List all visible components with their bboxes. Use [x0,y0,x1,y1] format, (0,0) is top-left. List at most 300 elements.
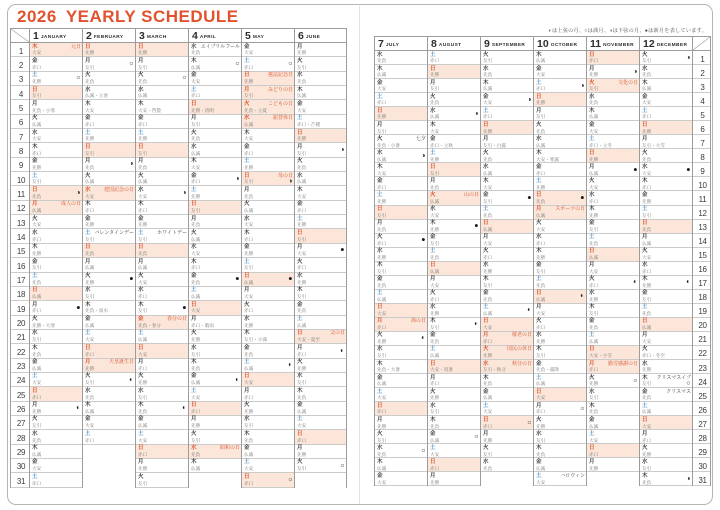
day-cell-1-23 [30,359,82,373]
month-number: 2 [86,29,92,42]
rokuyo-label: 赤口 [377,100,387,106]
rokuyo-label: 先負 [430,254,440,260]
weekday-label: 火 [483,149,489,156]
day-cell-8-9 [428,163,480,177]
rokuyo-label: 大安 [138,437,148,443]
event-label: ハロウィン [560,472,585,479]
rail-day-13 [11,215,29,229]
day-cell-11-23 [587,360,639,374]
day-cell-6-2 [295,57,346,71]
rokuyo-label: 赤口 [297,437,307,443]
day-cell-4-1 [189,43,241,57]
day-cell-1-31 [30,473,82,487]
rokuyo-label: 大安・寒露 [536,156,559,162]
last-quarter-icon: ◑ [686,54,691,62]
day-cell-2-11 [83,186,135,200]
weekday-label: 木 [85,100,91,107]
rokuyo-label: 赤口 [244,236,254,242]
rokuyo-label: 先勝 [138,466,148,472]
weekday-label: 日 [377,402,383,409]
rokuyo-label: 先勝 [297,222,307,228]
weekday-label: 火 [536,121,542,128]
rail-day-31 [11,473,29,487]
day-cell-7-7 [375,135,427,149]
rokuyo-label: 赤口 [483,254,493,260]
weekday-label: 月 [377,121,383,128]
day-cell-10-19 [534,304,586,318]
rokuyo-label: 赤口 [483,114,493,120]
rokuyo-label: 大安 [191,308,201,314]
weekday-label: 土 [32,473,38,480]
weekday-label: 木 [377,360,383,367]
day-cell-6-4 [295,86,346,100]
rail-day-number: 8 [700,152,705,162]
rokuyo-label: 大安 [536,311,546,317]
month-header [189,28,241,43]
day-cell-10-20 [534,318,586,332]
rokuyo-label: 先勝 [642,128,652,134]
day-cell-11-19 [587,304,639,318]
day-cell-12-18 [640,290,692,304]
rokuyo-label: 大安 [85,107,95,113]
rokuyo-label: 大安・夏至 [297,337,320,343]
rokuyo-label: 先勝 [430,395,440,401]
day-cell-2-24 [83,373,135,387]
weekday-label: 土 [430,346,436,353]
month-name: NOVEMBER [603,42,635,48]
day-cell-3-30 [136,459,188,473]
rokuyo-label: 先勝 [32,408,42,414]
rokuyo-label: 先勝 [244,251,254,257]
day-cell-10-15 [534,248,586,262]
day-cell-7-1 [375,51,427,65]
rail-day-26 [693,402,710,416]
weekday-label: 火 [138,172,144,179]
day-cell-8-29 [428,444,480,458]
weekday-label: 月 [589,163,595,170]
rokuyo-label: 赤口 [138,365,148,371]
weekday-label: 金 [589,318,595,325]
weekday-label: 月 [642,430,648,437]
rokuyo-label: 友引 [297,236,307,242]
day-cell-1-11 [30,186,82,200]
weekday-label: 金 [297,301,303,308]
rokuyo-label: 赤口 [244,64,254,70]
weekday-label: 土 [191,287,197,294]
day-cell-11-28 [587,430,639,444]
weekday-label: 月 [642,234,648,241]
rokuyo-label: 先負 [191,451,201,457]
rokuyo-label: 先勝 [589,381,599,387]
rokuyo-label: 先勝 [483,437,493,443]
day-cell-6-22 [295,344,346,358]
weekday-label: 木 [85,402,91,409]
rail-day-25 [11,387,29,401]
rokuyo-label: 友引 [297,380,307,386]
rail-day-16 [11,258,29,272]
day-cell-4-23 [189,359,241,373]
month-number: 9 [484,37,490,50]
weekday-label: 金 [483,388,489,395]
rokuyo-label: 大安 [589,437,599,443]
weekday-label: 水 [430,206,436,213]
rail-day-1 [11,43,29,57]
day-cell-9-16 [481,262,533,276]
rokuyo-label: 大安 [32,380,42,386]
rokuyo-label: 先勝 [430,156,440,162]
rokuyo-label: 仏滅 [32,122,42,128]
rokuyo-label: 仏滅 [377,72,387,78]
day-cell-5-15 [242,244,294,258]
weekday-label: 金 [536,458,542,465]
rail-day-15 [693,248,710,262]
rokuyo-label: 友引 [32,93,42,99]
rokuyo-label: 赤口 [244,394,254,400]
month-column-february [82,28,135,488]
rokuyo-label: 仏滅 [138,423,148,429]
weekday-label: 日 [138,344,144,351]
day-cell-2-7 [83,129,135,143]
rokuyo-label: 先負 [32,351,42,357]
day-cell-2-15 [83,244,135,258]
full-moon-icon: ○ [288,476,293,484]
rokuyo-label: 大安 [191,251,201,257]
day-cell-11-25 [587,388,639,402]
rokuyo-label: 先勝 [536,339,546,345]
weekday-label: 日 [297,330,303,337]
blank-corner-cell-left [11,28,29,43]
rokuyo-label: 友引 [483,283,493,289]
weekday-label: 金 [430,234,436,241]
weekday-label: 金 [589,220,595,227]
rokuyo-label: 先負 [483,212,493,218]
weekday-label: 金 [377,472,383,479]
rokuyo-label: 赤口 [32,150,42,156]
rokuyo-label: 大安 [589,184,599,190]
month-name: MARCH [146,34,167,40]
new-moon-icon: ● [474,222,479,230]
rokuyo-label: 赤口 [483,423,493,429]
rokuyo-label: 先負・雨水 [85,308,108,314]
rail-day-21 [11,330,29,344]
event-label: 七夕 [415,135,426,142]
weekday-label: 日 [642,416,648,423]
weekday-label: 金 [483,93,489,100]
weekday-label: 月 [642,332,648,339]
weekday-label: 火 [483,248,489,255]
rokuyo-label: 先負 [536,128,546,134]
day-cell-6-30 [295,459,346,473]
rail-day-1 [693,51,710,65]
month-number: 11 [590,37,602,50]
rail-day-20 [11,316,29,330]
day-cell-5-21 [242,330,294,344]
weekday-label: 月 [85,158,91,165]
day-cell-9-20 [481,318,533,332]
weekday-label: 月 [191,215,197,222]
weekday-label: 月 [191,416,197,423]
day-cell-7-23 [375,360,427,374]
day-cell-5-2 [242,57,294,71]
day-cell-6-9 [295,158,346,172]
month-header [640,36,692,51]
day-cell-12-16 [640,262,692,276]
weekday-label: 金 [191,72,197,79]
day-cell-10-13 [534,220,586,234]
weekday-label: 日 [430,458,436,465]
weekday-label: 日 [589,248,595,255]
rokuyo-label: 先負 [642,226,652,232]
weekday-label: 水 [430,402,436,409]
day-cell-12-17 [640,276,692,290]
rokuyo-label: 赤口 [32,480,42,486]
weekday-label: 金 [32,359,38,366]
day-cell-2-9 [83,158,135,172]
rokuyo-label: 先負 [483,156,493,162]
rail-day-number: 30 [16,462,26,472]
weekday-label: 木 [377,65,383,72]
rokuyo-label: 赤口 [377,240,387,246]
rokuyo-label: 友引 [85,294,95,300]
day-cell-11-6 [587,121,639,135]
weekday-label: 土 [138,229,144,236]
rokuyo-label: 友引 [32,337,42,343]
weekday-label: 水 [191,344,197,351]
day-cell-1-25 [30,387,82,401]
rokuyo-label: 先勝 [430,226,440,232]
weekday-label: 金 [244,143,250,150]
rail-day-10 [693,177,710,191]
rail-day-11 [693,191,710,205]
weekday-label: 月 [430,177,436,184]
rokuyo-label: 赤口 [430,381,440,387]
day-cell-5-12 [242,201,294,215]
weekday-label: 日 [85,344,91,351]
weekday-label: 金 [297,100,303,107]
weekday-label: 土 [536,374,542,381]
weekday-label: 木 [297,287,303,294]
weekday-label: 金 [85,316,91,323]
rokuyo-label: 仏滅 [138,337,148,343]
weekday-label: 木 [297,387,303,394]
day-cell-10-16 [534,262,586,276]
weekday-label: 土 [244,459,250,466]
day-cell-9-11 [481,191,533,205]
rail-day-number: 19 [16,304,26,314]
new-moon-icon: ● [288,275,293,283]
rail-day-number: 15 [698,251,707,261]
rokuyo-label: 仏滅 [85,179,95,185]
day-cell-11-3 [587,79,639,93]
weekday-label: 水 [377,248,383,255]
day-cell-5-18 [242,287,294,301]
rokuyo-label: 大安 [642,339,652,345]
weekday-label: 水 [377,51,383,58]
weekday-label: 土 [85,430,91,437]
new-moon-icon: ● [580,194,585,202]
rokuyo-label: 友引 [377,353,387,359]
rokuyo-label: 先負 [138,78,148,84]
day-cell-7-8 [375,149,427,163]
weekday-label: 火 [589,79,595,86]
month-header [30,28,82,43]
rokuyo-label: 赤口 [483,339,493,345]
weekday-label: 月 [244,186,250,193]
day-cell-2-21 [83,330,135,344]
day-cell-10-24 [534,374,586,388]
day-cell-4-13 [189,215,241,229]
holiday-label: 海の日 [410,318,426,325]
day-cell-3-7 [136,129,188,143]
day-cell-12-26 [640,402,692,416]
rokuyo-label: 仏滅 [191,150,201,156]
rokuyo-label: 先負・小寒 [32,107,55,113]
day-cell-4-14 [189,229,241,243]
rokuyo-label: 仏滅 [191,236,201,242]
rokuyo-label: 大安 [483,184,493,190]
weekday-label: 火 [138,72,144,79]
empty-day-cell [83,473,135,487]
day-cell-8-20 [428,318,480,332]
rokuyo-label: 赤口・穀雨 [191,322,214,328]
day-cell-10-2 [534,65,586,79]
day-cell-12-29 [640,444,692,458]
rail-day-number: 25 [16,390,26,400]
day-cell-5-11 [242,186,294,200]
rail-day-number: 24 [16,376,26,386]
day-cell-2-2 [83,57,135,71]
day-cell-1-15 [30,244,82,258]
weekday-label: 日 [589,149,595,156]
day-cell-9-7 [481,135,533,149]
day-cell-2-16 [83,258,135,272]
rokuyo-label: 仏滅 [536,297,546,303]
day-cell-7-10 [375,177,427,191]
rokuyo-label: 仏滅 [483,86,493,92]
month-number: 8 [431,37,437,50]
rokuyo-label: 赤口 [297,208,307,214]
day-cell-5-9 [242,158,294,172]
weekday-label: 月 [483,135,489,142]
weekday-label: 日 [483,318,489,325]
weekday-label: 水 [191,445,197,452]
rokuyo-label: 大安 [589,269,599,274]
weekday-label: 火 [536,416,542,423]
rokuyo-label: 友引 [483,451,493,457]
rokuyo-label: 先負 [536,451,546,457]
full-moon-icon: ○ [633,377,638,385]
rokuyo-label: 先負・大暑 [377,367,400,373]
full-moon-icon: ○ [129,60,134,68]
weekday-label: 水 [430,304,436,311]
rokuyo-label: 友引 [377,212,387,218]
full-moon-icon: ○ [527,419,532,427]
day-cell-7-29 [375,444,427,458]
new-moon-icon: ● [76,304,81,312]
rokuyo-label: 友引 [138,394,148,400]
day-cell-1-3 [30,72,82,86]
day-cell-11-14 [587,234,639,248]
month-name: AUGUST [438,42,462,48]
day-cell-7-3 [375,79,427,93]
day-cell-4-3 [189,72,241,86]
rokuyo-label: 赤口 [191,265,201,271]
day-cell-5-1 [242,43,294,57]
day-cell-5-16 [242,258,294,272]
rail-day-13 [693,220,710,234]
weekday-label: 日 [297,129,303,136]
rokuyo-label: 仏滅 [536,58,546,64]
weekday-label: 水 [191,244,197,251]
month-name: JUNE [305,34,321,40]
weekday-label: 金 [536,360,542,367]
weekday-label: 金 [430,430,436,437]
rokuyo-label: 赤口・冬至 [642,353,665,359]
rokuyo-label: 仏滅 [191,380,201,386]
rail-day-23 [693,360,710,374]
rokuyo-label: 友引 [536,353,546,359]
rokuyo-label: 友引 [536,114,546,120]
day-cell-10-22 [534,346,586,360]
rokuyo-label: 仏滅 [32,365,42,371]
rokuyo-label: 友引 [85,64,95,70]
weekday-label: 月 [297,244,303,251]
rokuyo-label: 先勝 [297,365,307,371]
weekday-label: 金 [642,93,648,100]
day-cell-5-22 [242,344,294,358]
weekday-label: 木 [589,107,595,114]
rail-day-number: 9 [18,161,24,171]
rail-day-number: 26 [698,405,707,415]
empty-day-cell [587,472,639,486]
day-cell-4-8 [189,143,241,157]
first-quarter-icon: ◐ [129,376,134,384]
day-cell-3-5 [136,100,188,114]
day-cell-8-12 [428,206,480,220]
rokuyo-label: 先勝 [377,339,387,345]
day-cell-7-30 [375,458,427,472]
rokuyo-label: 赤口・立冬 [589,142,612,148]
weekday-label: 水 [297,172,303,179]
rail-day-number: 23 [16,362,26,372]
weekday-label: 水 [536,135,542,142]
weekday-label: 水 [244,115,250,122]
day-cell-11-22 [587,346,639,360]
weekday-label: 金 [642,191,648,198]
rokuyo-label: 仏滅 [642,409,652,415]
rokuyo-label: 先負 [642,479,652,485]
weekday-label: 日 [483,416,489,423]
weekday-label: 月 [85,258,91,265]
day-cell-6-17 [295,273,346,287]
weekday-label: 月 [85,57,91,64]
holiday-label: 成人の日 [60,201,81,208]
rokuyo-label: 赤口 [589,58,599,64]
rokuyo-label: 大安 [483,240,493,246]
weekday-label: 木 [244,330,250,337]
rokuyo-label: 先負 [430,423,440,429]
day-cell-3-28 [136,430,188,444]
rokuyo-label: 先負 [377,451,387,457]
weekday-label: 水 [589,93,595,100]
rail-day-number: 16 [16,261,26,271]
rokuyo-label: 赤口 [536,409,546,415]
rail-day-number: 22 [698,349,707,359]
day-cell-6-1 [295,43,346,57]
day-cell-3-23 [136,359,188,373]
weekday-label: 火 [377,135,383,142]
day-cell-9-30 [481,458,533,472]
